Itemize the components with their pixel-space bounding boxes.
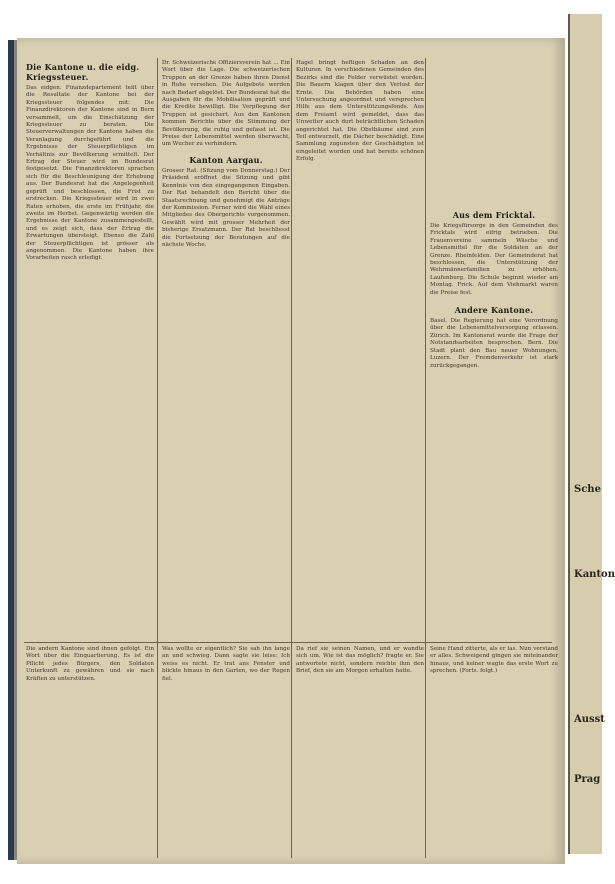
feuilleton-column [26, 646, 154, 858]
article-heading: Die Kantone u. die eidg. Kriegssteuer. [26, 62, 140, 82]
article-text: Hagel bringt heftigen Schaden an den Kulturen. In verschiedenen Gemeinden des Bezirks sind die Felder verwüstet worden. Die Bauern klagen über den Verlust der Ernte. Die Behörden haben eine Untersuchung angeordnet und versprechen Hilfe aus dem Unterstützungsfonds. Aus dem Freiamt wird gemeldet, dass das Unwetter auch dort beträchtlichen Schaden angerichtet hat. Die Obstbäume sind zum Teil entwurzelt, die Dächer beschädigt. Eine Sammlung zugunsten der Geschädigten ist eingeleitet worden und hat bereits schönen Erfolg. [296, 60, 424, 163]
article-heading: Kanton Aargau. [189, 154, 263, 165]
feuilleton-text: Da rief sie seinen Namen, und er wandte sich um. Wie ist das möglich? fragte er. Sie antwortete nicht, sondern reichte ihm den Brief, den sie am Morgen erhalten hatte. [296, 646, 424, 675]
feuilleton-column [296, 646, 424, 858]
article-text: Die Kriegsfürsorge in den Gemeinden des Fricktals wird eifrig betrieben. Die Frauenvereine sammeln Wäsche und Lebensmittel für die Soldaten an der Grenze. Rheinfelden. Der Gemeinderat hat beschlossen, die Unterstützung der Wehrmännerfamilien zu erhöhen. Laufenburg. Die Schule beginnt wieder am Montag. Frick. Auf dem Viehmarkt waren die Preise fest. [430, 223, 558, 296]
section-rule [24, 642, 552, 643]
column-rule [425, 58, 426, 858]
article-column [296, 60, 424, 640]
article-heading: Aus dem Fricktal. [452, 210, 536, 220]
article-text: Das eidgen. Finanzdepartement teilt über die Resultate der Kantone bei der Kriegssteuer folgendes mit: Die Finanzdirektoren der Kantone sind in Bern versammelt, um die Einschätzung der Kriegssteuer zu beraten. Die Steuerverwaltungen der Kantone haben die Veranlagung durchgeführt und die Ergebnisse der Steuerpflichtigen im Verhältnis zur Bevölkerung ermittelt. Der Ertrag der Steuer wird im Bundesrat festgesetzt. Die Finanzdirektoren sprachen sich für die Beschleunigung der Erhebung aus. Der Bundesrat hat die Angelegenheit geprüft und beschlossen, die Frist zu erstrecken. Die Kriegssteuer wird in zwei Raten erhoben, die erste im Frühjahr, die zweite im Herbst. Gegenwärtig werden die Ergebnisse der Kantone zusammengestellt, und es zeigt sich, dass der Ertrag die Erwartungen übersteigt. Ebenso die Zahl der Steuerpflichtigen ist grösser als angenommen. Die Kantone haben ihre Vorarbeiten rasch erledigt. [26, 85, 154, 262]
article-text: Basel. Die Regierung hat eine Verordnung über die Lebensmittelversorgung erlassen. Zürich. Im Kantonsrat wurde die Frage der Notstandsarbeiten besprochen. Bern. Die Stadt plant den Bau neuer Wohnungen. Luzern. Der Fremdenverkehr ist stark zurückgegangen. [430, 318, 558, 369]
article-text: Grosser Rat. (Sitzung vom Donnerstag.) Der Präsident eröffnet die Sitzung und gibt Kenntnis von den eingegangenen Eingaben. Der Rat behandelt den Bericht über die Staatsrechnung und genehmigt die Anträge der Kommission. Ferner wird die Wahl eines Mitgliedes des Obergerichts vorgenommen. Gewählt wird mit grosser Mehrheit der bisherige Ersatzmann. Der Rat beschliesst die Fortsetzung der Beratungen auf die nächste Woche. [162, 167, 290, 248]
adjacent-page-fragment: Ausst [574, 714, 605, 725]
adjacent-page-fragment: Kanton [574, 569, 615, 580]
article-column [162, 60, 290, 640]
feuilleton-column [162, 646, 290, 858]
feuilleton-text: Die andern Kantone sind ihnen gefolgt. Ein Wort über die Einquartierung. Es ist die Pflicht jedes Bürgers, den Soldaten Unterkunft zu gewähren und sie nach Kräften zu unterstützen. [26, 646, 154, 682]
article-column [26, 60, 154, 640]
article-text: Dr. Schweizerische Offiziersverein hat ... Ein Wort über die Lage. Die schweizerischen Truppen an der Grenze haben ihren Dienst in Ruhe versehen. Die Aufgebote werden nach Bedarf abgelöst. Der Bundesrat hat die Ausgaben für die Mobilisation geprüft und die Kredite bewilligt. Die Verpflegung der Truppen ist gesichert. Aus den Kantonen kommen Berichte über die Stimmung der Bevölkerung, die ruhig und gefasst ist. Die Preise der Lebensmittel werden überwacht, um Wucher zu verhindern. [162, 60, 290, 148]
article-column [430, 60, 558, 640]
column-rule [291, 58, 292, 858]
adjacent-page-fragment: Sche [574, 484, 601, 495]
feuilleton-column [430, 646, 558, 858]
adjacent-page-fragment: Prag [574, 774, 601, 785]
article-heading: Andere Kantone. [454, 305, 534, 316]
feuilleton-text: Seine Hand zitterte, als er las. Nun verstand er alles. Schweigend gingen sie miteinander hinaus, und keiner wagte das erste Wort zu sprechen. (Forts. folgt.) [430, 646, 558, 675]
column-rule [157, 58, 158, 858]
feuilleton-text: Was wollte er eigentlich? Sie sah ihn lange an und schwieg. Dann sagte sie leise: Ich weiss es nicht. Er trat ans Fenster und blickte hinaus in den Garten, wo der Regen fiel. [162, 646, 290, 682]
adjacent-page-edge [568, 14, 615, 854]
